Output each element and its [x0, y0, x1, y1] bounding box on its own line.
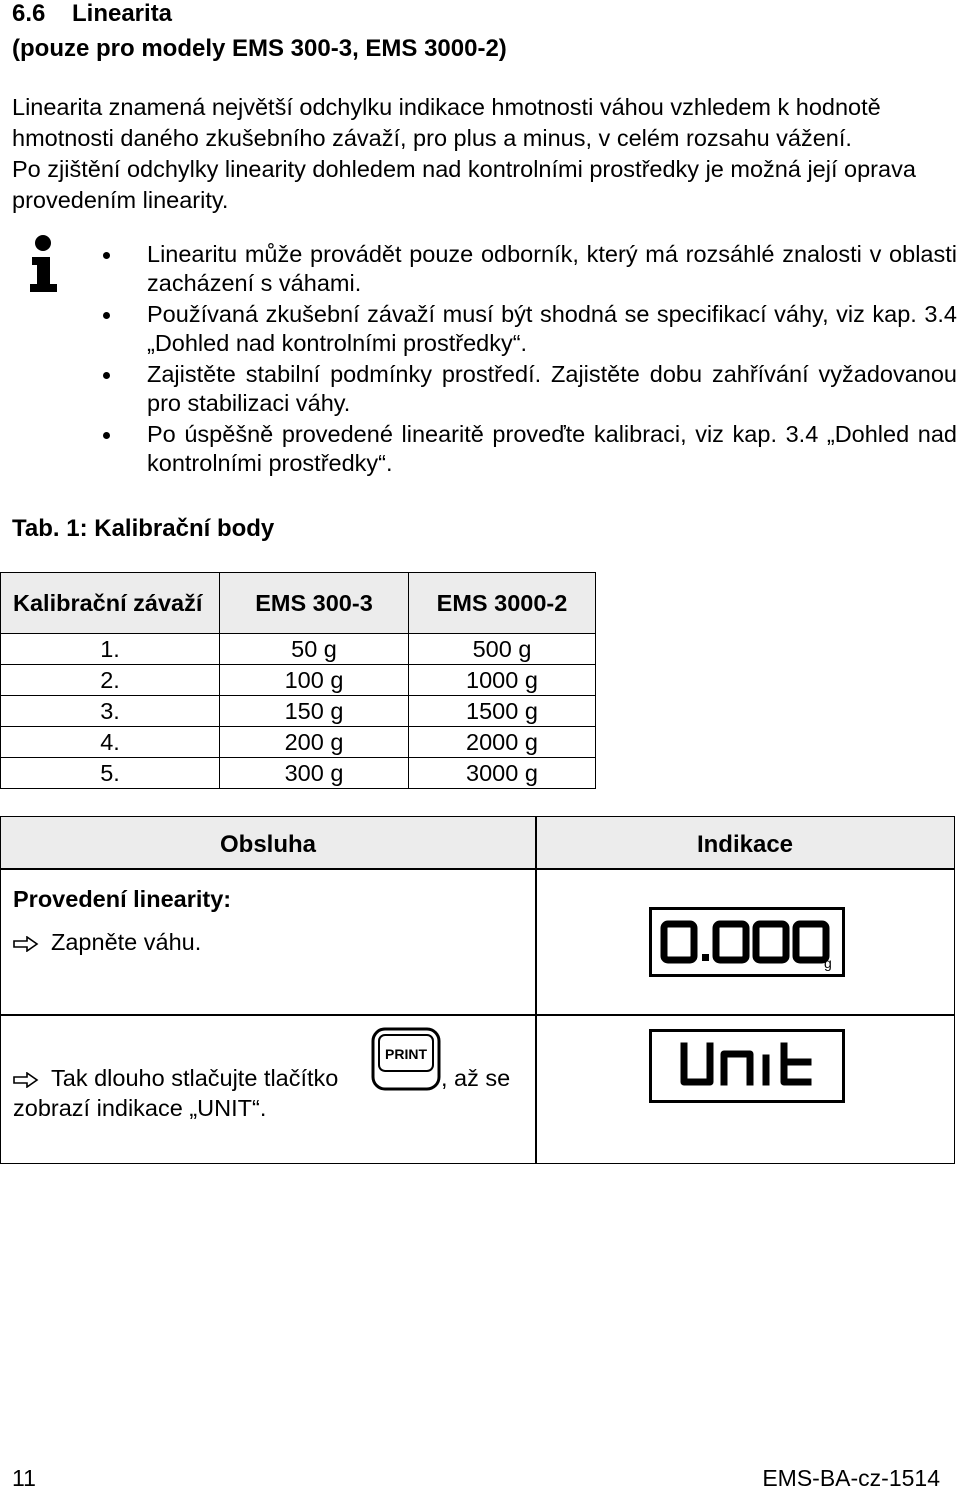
calibration-table — [0, 572, 596, 789]
bullet-icon — [103, 372, 110, 379]
section-heading — [12, 0, 172, 28]
table-row: 3. 150 g 1500 g — [1, 696, 596, 727]
step-1: Zapněte váhu. — [13, 928, 201, 957]
section-number: 6.6 — [12, 0, 46, 27]
bullet-icon — [103, 252, 110, 259]
bullet-icon — [103, 312, 110, 319]
note-item: Zajistěte stabilní podmínky prostředí. Zajistěte dobu zahřívání vyžadovanou pro stabilizaci váhy. — [100, 360, 957, 418]
page-number: 11 — [12, 1465, 36, 1491]
info-icon — [26, 234, 62, 294]
step-2-line2: zobrazí indikace „UNIT“. — [13, 1095, 267, 1121]
step-2: Tak dlouho stlačujte tlačítko — [13, 1064, 338, 1093]
table-row: 4. 200 g 2000 g — [1, 727, 596, 758]
column-header-operation: Obsluha — [1, 817, 535, 868]
step-2-cont: , až se — [441, 1065, 511, 1091]
document-id: EMS-BA-cz-1514 — [762, 1465, 940, 1491]
operation-table — [0, 816, 955, 1164]
print-key-icon — [371, 1027, 441, 1091]
intro-paragraph: Po zjištění odchylky linearity dohledem nad kontrolními prostředky je možná její oprava provedením linearity. — [12, 156, 916, 213]
intro-paragraph: Linearita znamená největší odchylku indikace hmotnosti váhou vzhledem k hodnotě hmotnosti daného zkušebního závaží, pro plus a minus, v celém rozsahu vážení. — [12, 94, 881, 151]
column-header: Kalibrační závaží — [1, 573, 220, 634]
display-unit — [649, 1029, 845, 1103]
section-title: Linearita — [72, 0, 173, 27]
unit-label: g — [824, 955, 832, 971]
note-item: Linearitu může provádět pouze odborník, který má rozsáhlé znalosti v oblasti zacházení s váhami. — [100, 240, 957, 298]
notes-list — [100, 240, 957, 480]
table-row: 5. 300 g 3000 g — [1, 758, 596, 789]
section-subtitle: (pouze pro modely EMS 300-3, EMS 3000-2) — [12, 35, 507, 62]
bullet-icon — [103, 432, 110, 439]
note-item: Po úspěšně provedené linearitě proveďte kalibraci, viz kap. 3.4 „Dohled nad kontrolními prostředky“. — [100, 420, 957, 478]
table-row: 2. 100 g 1000 g — [1, 665, 596, 696]
column-header: EMS 300-3 — [220, 573, 409, 634]
column-header: EMS 3000-2 — [409, 573, 596, 634]
note-item: Používaná zkušební závaží musí být shodná se specifikací váhy, viz kap. 3.4 „Dohled nad kontrolními prostředky“. — [100, 300, 957, 358]
lcd-reading-0000 — [652, 910, 842, 974]
intro-text — [12, 92, 948, 216]
table-row: 1. 50 g 500 g — [1, 634, 596, 665]
table-caption: Tab. 1: Kalibrační body — [12, 515, 275, 542]
column-header-display: Indikace — [536, 817, 954, 868]
display-zero — [649, 907, 845, 977]
lcd-reading-unit — [652, 1032, 842, 1100]
arrow-right-icon — [13, 936, 39, 952]
arrow-right-icon — [13, 1072, 39, 1088]
step-title: Provedení linearity: — [13, 886, 232, 912]
svg-text:PRINT: PRINT — [385, 1046, 427, 1062]
